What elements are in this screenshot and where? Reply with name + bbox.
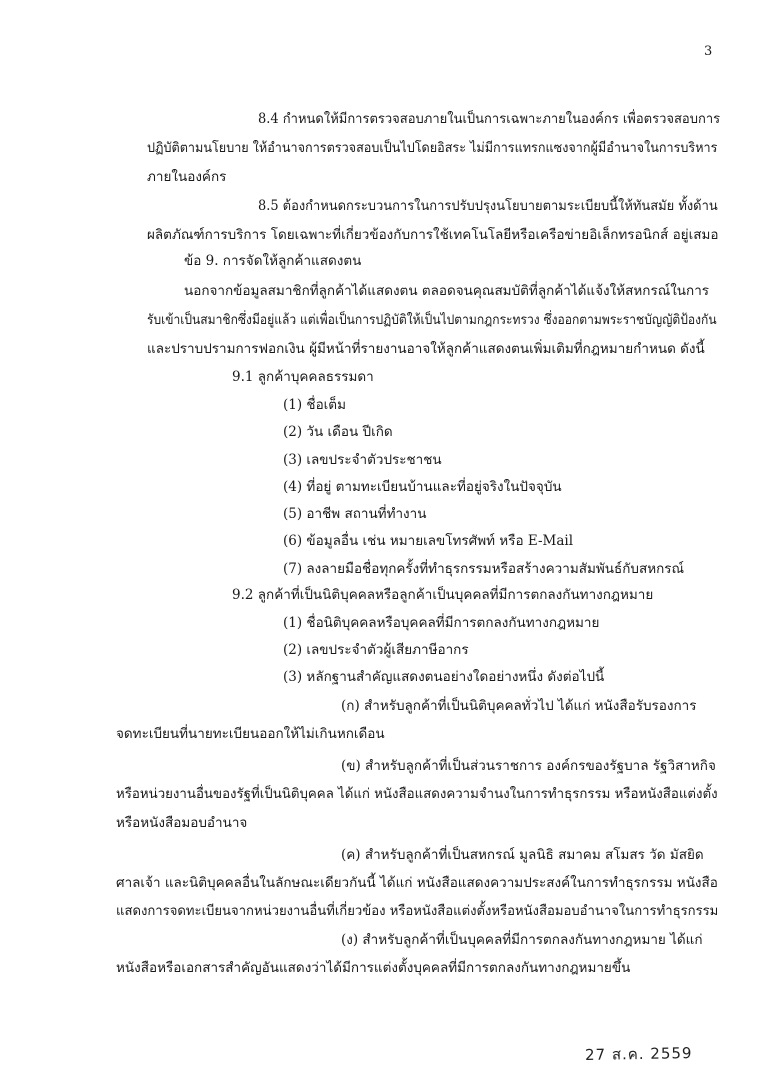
text-line: ภายในองค์กร [147, 169, 227, 185]
text-line: ศาลเจ้า และนิติบุคคลอื่นในลักษณะเดียวกันนี้ ได้แก่ หนังสือแสดงความประสงค์ในการทำธุรกรรม หนังสือ [116, 875, 718, 891]
list-item: (4) ที่อยู่ ตามทะเบียนบ้านและที่อยู่จริงในปัจจุบัน [283, 479, 562, 495]
list-item: (1) ชื่อนิติบุคคลหรือบุคคลที่มีการตกลงกันทางกฎหมาย [283, 615, 600, 631]
page-number: 3 [704, 44, 713, 59]
date-stamp: 27 ส.ค. 2559 [584, 1044, 693, 1064]
list-item: (2) วัน เดือน ปีเกิด [283, 424, 393, 440]
sub-list-item: (ข) สำหรับลูกค้าที่เป็นส่วนราชการ องค์กรของรัฐบาล รัฐวิสาหกิจ [341, 758, 716, 774]
text-line: หนังสือหรือเอกสารสำคัญอันแสดงว่าได้มีการแต่งตั้งบุคคลที่มีการตกลงกันทางกฎหมายขึ้น [116, 960, 631, 976]
text-line: จดทะเบียนที่นายทะเบียนออกให้ไม่เกินหกเดือน [116, 726, 385, 742]
section-heading-9: ข้อ 9. การจัดให้ลูกค้าแสดงตน [184, 253, 362, 269]
text-line-8-4: 8.4 กำหนดให้มีการตรวจสอบภายในเป็นการเฉพาะภายในองค์กร เพื่อตรวจสอบการ [258, 111, 721, 127]
subsection-heading-9-2: 9.2 ลูกค้าที่เป็นนิติบุคคลหรือลูกค้าเป็นบุคคลที่มีการตกลงกันทางกฎหมาย [232, 587, 654, 603]
list-item: (5) อาชีพ สถานที่ทำงาน [283, 506, 427, 522]
text-line: แสดงการจดทะเบียนจากหน่วยงานอื่นที่เกี่ยวข้อง หรือหนังสือแต่งตั้งหรือหนังสือมอบอำนาจในการทำธุรกรรม [116, 903, 719, 919]
text-line: หรือหนังสือมอบอำนาจ [116, 815, 248, 831]
text-line: รับเข้าเป็นสมาชิกซึ่งมีอยู่แล้ว แต่เพื่อเป็นการปฏิบัติให้เป็นไปตามกฎกระทรวง ซึ่งออกตามพระราชบัญญัติป้องกัน [147, 312, 717, 328]
text-line: นอกจากข้อมูลสมาชิกที่ลูกค้าได้แสดงตน ตลอดจนคุณสมบัติที่ลูกค้าได้แจ้งให้สหกรณ์ในการ [184, 283, 710, 299]
sub-list-item: (ก) สำหรับลูกค้าที่เป็นนิติบุคคลทั่วไป ได้แก่ หนังสือรับรองการ [341, 698, 697, 714]
list-item: (6) ข้อมูลอื่น เช่น หมายเลขโทรศัพท์ หรือ E-Mail [283, 533, 574, 549]
sub-list-item: (ค) สำหรับลูกค้าที่เป็นสหกรณ์ มูลนิธิ สมาคม สโมสร วัด มัสยิด [341, 847, 704, 863]
list-item: (7) ลงลายมือชื่อทุกครั้งที่ทำธุรกรรมหรือสร้างความสัมพันธ์กับสหกรณ์ [283, 561, 685, 577]
text-line: และปราบปรามการฟอกเงิน ผู้มีหน้าที่รายงานอาจให้ลูกค้าแสดงตนเพิ่มเติมที่กฎหมายกำหนด ดังนี้ [147, 341, 705, 357]
list-item: (3) หลักฐานสำคัญแสดงตนอย่างใดอย่างหนึ่ง ดังต่อไปนี้ [283, 669, 605, 685]
list-item: (3) เลขประจำตัวประชาชน [283, 452, 442, 468]
text-line: หรือหน่วยงานอื่นของรัฐที่เป็นนิติบุคคล ได้แก่ หนังสือแสดงความจำนงในการทำธุรกรรม หรือหนังสือแต่งตั้ง [116, 786, 718, 802]
text-line-8-5: 8.5 ต้องกำหนดกระบวนการในการปรับปรุงนโยบายตามระเบียบนี้ให้ทันสมัย ทั้งด้าน [258, 198, 718, 214]
list-item: (2) เลขประจำตัวผู้เสียภาษีอากร [283, 642, 469, 658]
list-item: (1) ชื่อเต็ม [283, 397, 346, 413]
subsection-heading-9-1: 9.1 ลูกค้าบุคคลธรรมดา [232, 369, 374, 385]
text-line: ผลิตภัณฑ์การบริการ โดยเฉพาะที่เกี่ยวข้องกับการใช้เทคโนโลยีหรือเครือข่ายอิเล็กทรอนิกส์ อยู่เสมอ [147, 227, 719, 243]
text-line: ปฏิบัติตามนโยบาย ให้อำนาจการตรวจสอบเป็นไปโดยอิสระ ไม่มีการแทรกแซงจากผู้มีอำนาจในการบริหาร [147, 140, 718, 156]
sub-list-item: (ง) สำหรับลูกค้าที่เป็นบุคคลที่มีการตกลงกันทางกฎหมาย ได้แก่ [341, 932, 703, 948]
